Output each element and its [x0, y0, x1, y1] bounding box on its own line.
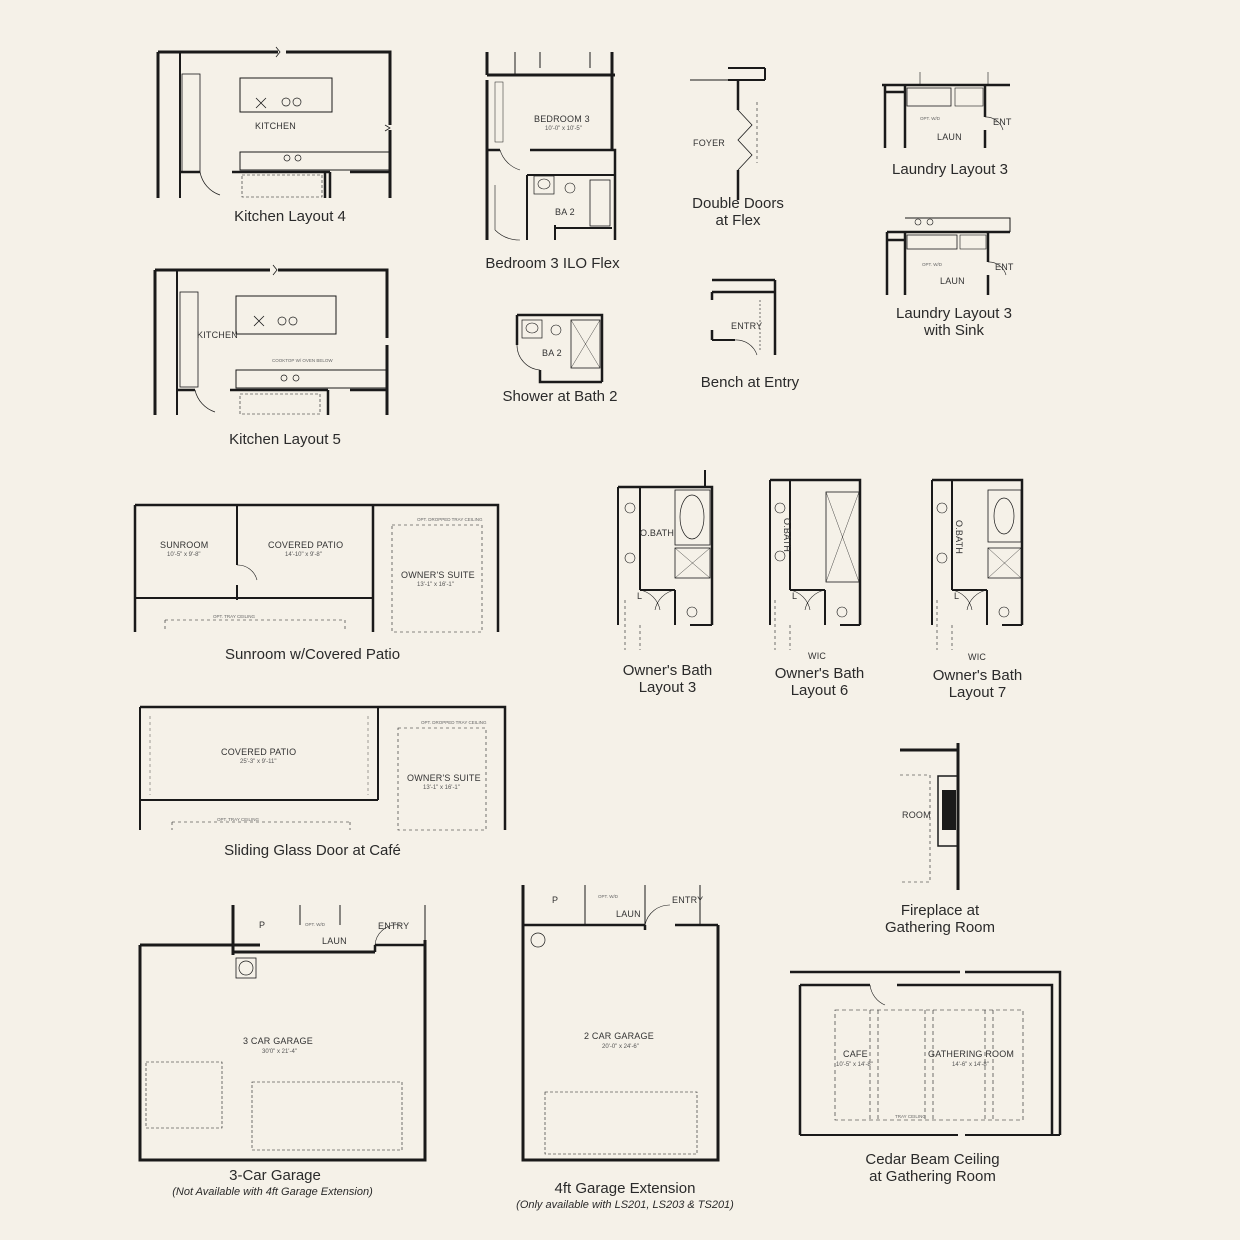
plan-owners-bath-7: [932, 480, 1022, 650]
note-cooktop: COOKTOP W/ OVEN BELOW: [272, 358, 333, 363]
dim-bedroom-3: 10'-0" x 10'-5": [545, 126, 582, 132]
room-ent: ENT: [993, 117, 1012, 127]
label-l: L: [954, 591, 960, 601]
plan-double-doors: [690, 68, 765, 200]
room-cafe: CAFE: [843, 1049, 868, 1059]
room-sunroom: SUNROOM: [160, 540, 209, 550]
room-entry: ENTRY: [672, 895, 704, 905]
note-opt-dropped-tray: OPT. DROPPED TRAY CEILING: [417, 517, 483, 522]
room-gathering-room: GATHERING ROOM: [928, 1049, 1015, 1059]
room-ba2: BA 2: [542, 348, 562, 358]
caption-bedroom-3: Bedroom 3 ILO Flex: [485, 255, 620, 272]
caption-laundry-3: Laundry Layout 3: [892, 161, 1008, 178]
plan-sliding-glass-door: [140, 707, 505, 830]
room-entry: ENTRY: [378, 921, 410, 931]
label-p: P: [259, 920, 266, 930]
note-opt-wd: OPT. W/D: [922, 262, 942, 267]
room-covered-patio: COVERED PATIO: [268, 540, 344, 550]
dim-covered-patio: 14'-10" x 9'-8": [285, 552, 322, 558]
note-opt-wd: OPT. W/D: [598, 894, 618, 899]
room-laun: LAUN: [322, 936, 347, 946]
label-l: L: [637, 591, 643, 601]
room-ent: ENT: [995, 262, 1014, 272]
room-foyer: FOYER: [693, 138, 726, 148]
plan-garage-4ft: [523, 885, 718, 1160]
room-3-car-garage: 3 CAR GARAGE: [243, 1036, 313, 1046]
note-tray: TRAY CEILING: [895, 1114, 926, 1119]
caption-sliding-glass-door: Sliding Glass Door at Café: [224, 842, 401, 859]
label-l: L: [792, 591, 798, 601]
room-obath: O.BATH: [640, 528, 675, 538]
caption-shower-bath-2: Shower at Bath 2: [502, 388, 618, 405]
caption-sunroom: Sunroom w/Covered Patio: [224, 646, 401, 663]
plan-owners-bath-6: [770, 480, 860, 650]
caption-4ft-garage: 4ft Garage Extension: [554, 1180, 696, 1197]
caption-3-car-garage: 3-Car Garage: [229, 1167, 321, 1184]
room-ba2: BA 2: [555, 207, 575, 217]
room-owners-suite: OWNER'S SUITE: [401, 570, 475, 580]
plan-kitchen-layout-5: [155, 265, 387, 415]
caption-laundry-3-sink: Laundry Layout 3 with Sink: [896, 305, 1012, 339]
dim-gathering-room: 14'-6" x 14'-8": [952, 1062, 989, 1068]
room-laun: LAUN: [937, 132, 962, 142]
plan-garage-3car: [140, 905, 425, 1160]
note-opt-tray: OPT. TRAY CEILING: [213, 614, 256, 619]
dim-sunroom: 10'-5" x 9'-8": [167, 552, 201, 558]
plan-owners-bath-3: [618, 470, 712, 650]
label-p: P: [552, 895, 559, 905]
room-wic: WIC: [968, 652, 987, 662]
dim-2-car-garage: 20'-0" x 24'-6": [602, 1044, 639, 1050]
room-obath: O.BATH: [782, 518, 792, 553]
dim-owners-suite: 13'-1" x 16'-1": [417, 582, 454, 588]
room-obath: O.BATH: [954, 520, 964, 555]
room-covered-patio: COVERED PATIO: [221, 747, 297, 757]
caption-bench-entry: Bench at Entry: [700, 374, 800, 391]
caption-cedar-beam: Cedar Beam Ceiling at Gathering Room: [865, 1151, 1000, 1185]
caption-kitchen-layout-5: Kitchen Layout 5: [229, 431, 341, 448]
room-wic: WIC: [808, 651, 827, 661]
room-kitchen: KITCHEN: [197, 330, 238, 340]
dim-cafe: 10'-5" x 14'-8": [836, 1062, 873, 1068]
room-2-car-garage: 2 CAR GARAGE: [584, 1031, 654, 1041]
caption-fireplace: Fireplace at Gathering Room: [884, 902, 996, 936]
room-laun: LAUN: [616, 909, 641, 919]
plan-bench-entry: [712, 280, 775, 355]
caption-owners-bath-3: Owner's Bath Layout 3: [622, 662, 713, 696]
room-entry: ENTRY: [731, 321, 763, 331]
plan-bedroom-3: [487, 52, 615, 240]
plan-cedar-beam: [790, 972, 1060, 1135]
room-bedroom-3: BEDROOM 3: [534, 114, 590, 124]
room-kitchen: KITCHEN: [255, 121, 296, 131]
caption-double-doors: Double Doors at Flex: [692, 195, 784, 229]
plan-sunroom: [135, 505, 498, 632]
caption-owners-bath-6: Owner's Bath Layout 6: [774, 665, 865, 699]
dim-covered-patio: 25'-3" x 9'-11": [240, 759, 277, 765]
note-opt-tray: OPT. TRAY CEILING: [217, 817, 260, 822]
note-opt-wd: OPT. W/D: [920, 116, 940, 121]
caption-kitchen-layout-4: Kitchen Layout 4: [234, 208, 346, 225]
note-4ft-garage: (Only available with LS201, LS203 & TS201): [516, 1199, 734, 1211]
dim-3-car-garage: 30'0" x 21'-4": [262, 1049, 297, 1055]
note-opt-dropped-tray: OPT. DROPPED TRAY CEILING: [421, 720, 487, 725]
caption-owners-bath-7: Owner's Bath Layout 7: [932, 667, 1023, 701]
room-gathering-partial: ROOM: [902, 810, 931, 820]
room-laun: LAUN: [940, 276, 965, 286]
room-owners-suite: OWNER'S SUITE: [407, 773, 481, 783]
note-3-car-garage: (Not Available with 4ft Garage Extension): [172, 1186, 373, 1198]
note-opt-wd: OPT. W/D: [305, 922, 325, 927]
dim-owners-suite: 13'-1" x 16'-1": [423, 785, 460, 791]
